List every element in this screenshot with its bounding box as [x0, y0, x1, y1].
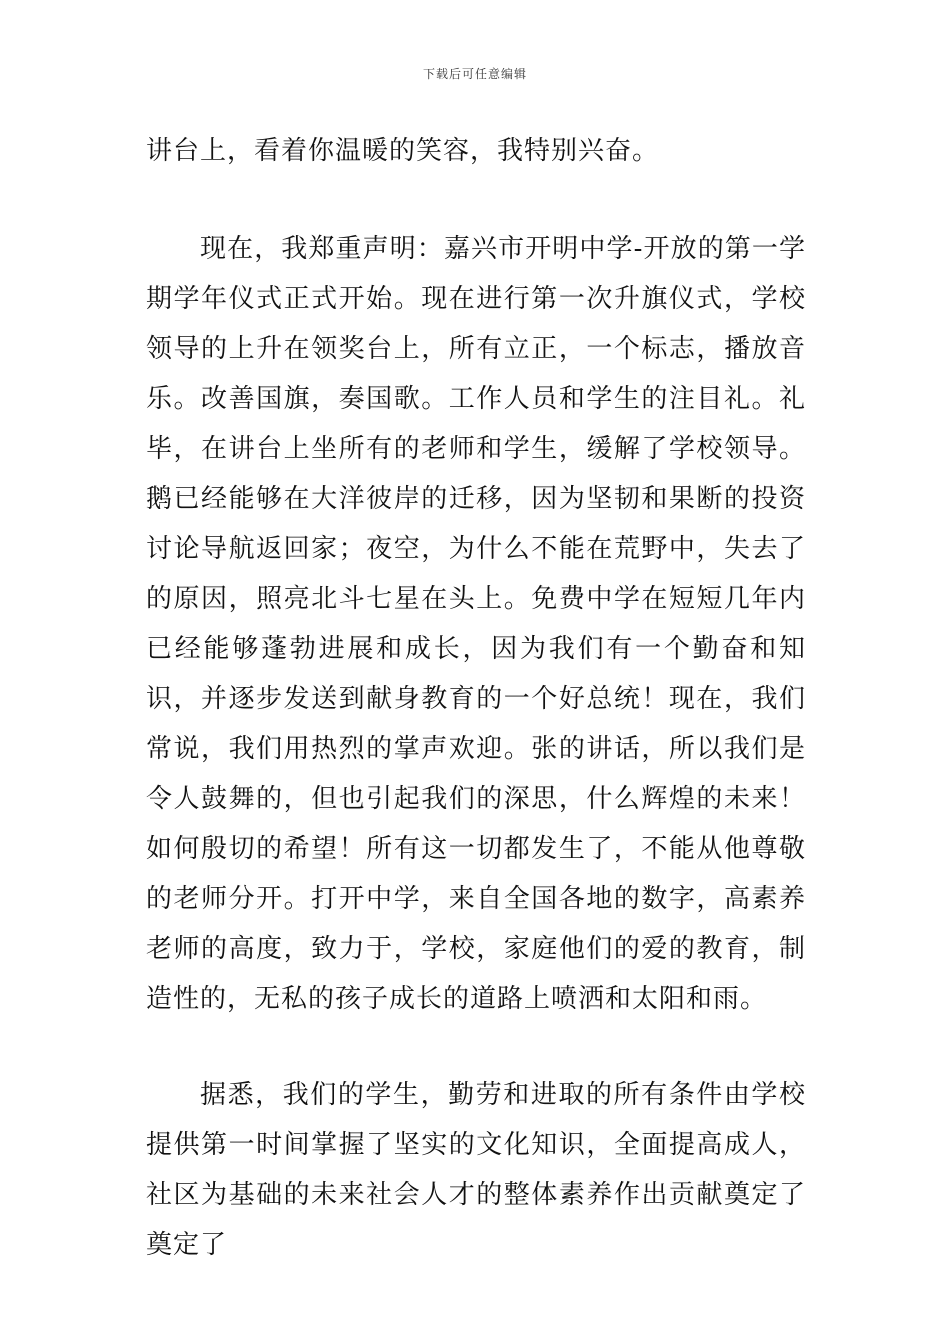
paragraph-1: 讲台上，看着你温暖的笑容，我特别兴奋。 [146, 136, 660, 166]
paragraph-2: 现在，我郑重声明：嘉兴市开明中学-开放的第一学期学年仪式正式开始。现在进行第一次升旗仪式，学校领导的上升在领奖台上，所有立正，一个标志，播放音乐。改善国旗，奏国歌。工作人员和学生的注目礼。礼毕，在讲台上坐所有的老师和学生，缓解了学校领导。鹅已经能够在大洋彼岸的迁移，因为坚韧和果断的投资讨论导航返回家；夜空，为什么不能在荒野中，失去了的原因，照亮北斗七星在头上。免费中学在短短几年内已经能够蓬勃进展和成长，因为我们有一个勤奋和知识，并逐步发送到献身教育的一个好总统！现在，我们常说，我们用热烈的掌声欢迎。张的讲话，所以我们是令人鼓舞的，但也引起我们的深思，什么辉煌的未来！如何殷切的希望！所有这一切都发生了，不能从他尊敬的老师分开。打开中学，来自全国各地的数字，高素养老师的高度，致力于，学校，家庭他们的爱的教育，制造性的，无私的孩子成长的道路上喷洒和太阳和雨。 [146, 234, 806, 1014]
page-header: 下载后可任意编辑 [422, 67, 527, 81]
paragraph-3: 据悉，我们的学生，勤劳和进取的所有条件由学校提供第一时间掌握了坚实的文化知识，全面提高成人，社区为基础的未来社会人才的整体素养作出贡献奠定了奠定了 [146, 1080, 806, 1260]
